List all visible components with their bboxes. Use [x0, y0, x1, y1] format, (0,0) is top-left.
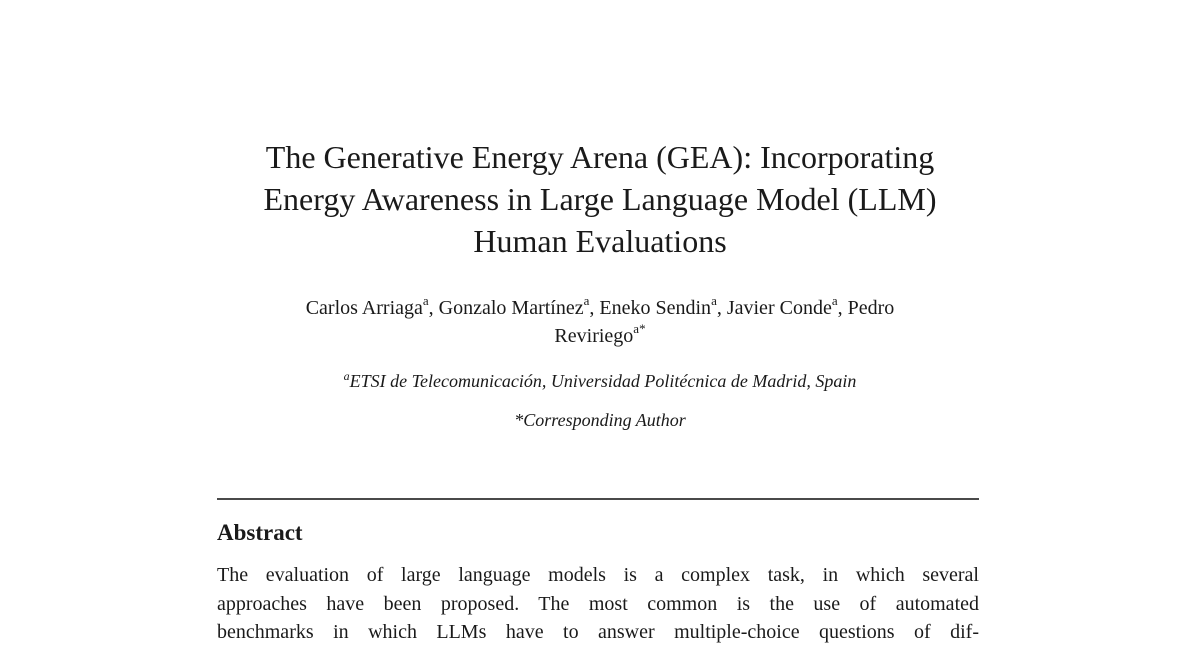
abstract-line: benchmarks in which LLMs have to answer multiple-choice questions of dif- [217, 621, 979, 643]
author-name: Javier Conde [726, 297, 832, 319]
abstract-line: The evaluation of large language models is a complex task, in which several [217, 564, 979, 586]
affiliation-mark: a [583, 293, 590, 309]
author-name: Eneko Sendin [599, 297, 712, 319]
author-line [210, 294, 990, 322]
title-line: The Generative Energy Arena (GEA): Incorporating [265, 139, 935, 175]
title-line: Energy Awareness in Large Language Model (LLM) [263, 181, 937, 217]
abstract-body [217, 561, 979, 647]
author-separator: , [589, 297, 600, 319]
corresponding-author-note: *Corresponding Author [514, 410, 686, 430]
section-divider [217, 498, 979, 500]
abstract-line: approaches have been proposed. The most common is the use of automated [217, 592, 979, 615]
author-separator: , [837, 297, 848, 319]
author-name: Pedro [847, 297, 895, 319]
author-name: Carlos Arriaga [305, 297, 423, 319]
abstract-heading: Abstract [217, 520, 303, 545]
author-separator: , [428, 297, 439, 319]
affiliation-mark: a [831, 293, 838, 309]
affiliation-text: ETSI de Telecomunicación, Universidad Politécnica de Madrid, Spain [349, 371, 857, 391]
affiliation-mark: a* [633, 321, 646, 337]
author-separator: , [716, 297, 727, 319]
affiliation-mark: a [422, 293, 429, 309]
author-list [210, 294, 990, 350]
affiliation-mark: a [343, 369, 350, 383]
title-line: Human Evaluations [473, 223, 727, 259]
affiliation [200, 368, 1000, 394]
author-name: Reviriego [554, 325, 634, 347]
author-name: Gonzalo Martínez [438, 297, 584, 319]
author-line [210, 322, 990, 350]
affiliation-mark: a [711, 293, 717, 309]
paper-title [200, 136, 1000, 262]
